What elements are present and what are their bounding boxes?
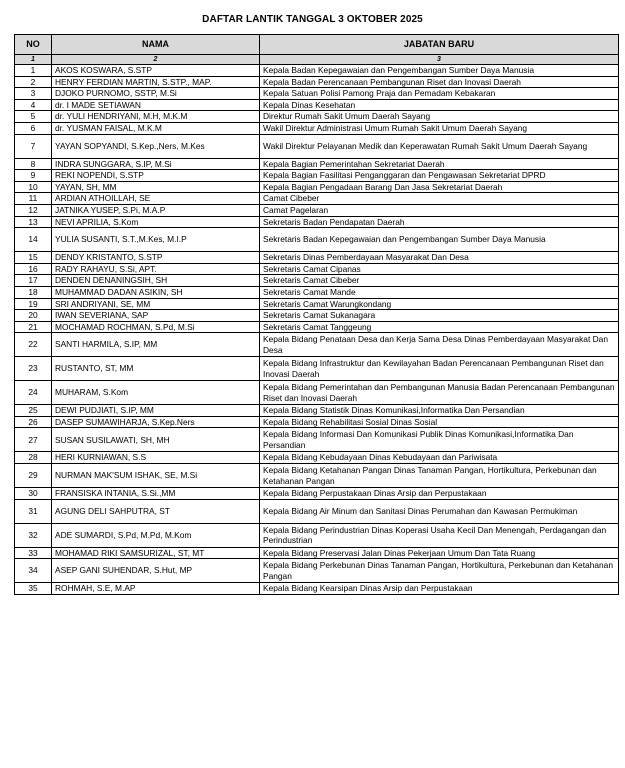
cell-no: 19 [15, 298, 52, 310]
cell-nama: ASEP GANI SUHENDAR, S.Hut, MP [52, 559, 260, 583]
table-row [15, 111, 619, 123]
cell-no: 18 [15, 286, 52, 298]
cell-no: 6 [15, 122, 52, 134]
cell-jabatan: Wakil Direktur Pelayanan Medik dan Keperawatan Rumah Sakit Umum Daerah Sayang [260, 134, 619, 158]
table-row [15, 416, 619, 428]
table-row [15, 523, 619, 547]
cell-nama: SANTI HARMILA, S.IP, MM [52, 333, 260, 357]
cell-nama: ARDIAN ATHOILLAH, SE [52, 193, 260, 205]
cell-no: 28 [15, 452, 52, 464]
cell-no: 33 [15, 547, 52, 559]
cell-jabatan: Kepala Bidang Perkebunan Dinas Tanaman Pangan, Hortikultura, Perkebunan dan Ketahanan Pangan [260, 559, 619, 583]
table-row [15, 488, 619, 500]
cell-nama: IWAN SEVERIANA, SAP [52, 310, 260, 322]
cell-no: 3 [15, 88, 52, 100]
cell-nama: MUHAMMAD DADAN ASIKIN, SH [52, 286, 260, 298]
table-header-row [15, 35, 619, 55]
table-row [15, 464, 619, 488]
cell-nama: MUHARAM, S.Kom [52, 381, 260, 405]
cell-no: 4 [15, 99, 52, 111]
cell-jabatan: Kepala Bidang Rehabilitasi Sosial Dinas Sosial [260, 416, 619, 428]
cell-no: 29 [15, 464, 52, 488]
cell-nama: YAYAN, SH, MM [52, 181, 260, 193]
table-row [15, 357, 619, 381]
column-index-row [15, 55, 619, 65]
cell-nama: dr. YULI HENDRIYANI, M.H, M.K.M [52, 111, 260, 123]
cell-no: 27 [15, 428, 52, 452]
cell-no: 13 [15, 216, 52, 228]
cell-nama: DEWI PUDJIATI, S.IP, MM [52, 405, 260, 417]
cell-jabatan: Sekretaris Camat Sukanagara [260, 310, 619, 322]
cell-no: 16 [15, 263, 52, 275]
table-row [15, 559, 619, 583]
cell-no: 2 [15, 76, 52, 88]
table-row [15, 583, 619, 595]
cell-jabatan: Kepala Bagian Fasilitasi Penganggaran dan Pengawasan Sekretariat DPRD [260, 170, 619, 182]
cell-nama: AKOS KOSWARA, S.STP [52, 65, 260, 77]
cell-nama: HENRY FERDIAN MARTIN, S.STP., MAP. [52, 76, 260, 88]
cell-no: 26 [15, 416, 52, 428]
document-title: DAFTAR LANTIK TANGGAL 3 OKTOBER 2025 [202, 14, 423, 25]
cell-nama: ADE SUMARDI, S.Pd, M.Pd, M.Kom [52, 523, 260, 547]
cell-no: 9 [15, 170, 52, 182]
cell-jabatan: Sekretaris Camat Cibeber [260, 275, 619, 287]
table-body [15, 65, 619, 595]
cell-jabatan: Kepala Dinas Kesehatan [260, 99, 619, 111]
cell-nama: NURMAN MAK'SUM ISHAK, SE, M.Si [52, 464, 260, 488]
cell-no: 5 [15, 111, 52, 123]
cell-no: 7 [15, 134, 52, 158]
header-nama: NAMA [52, 35, 260, 55]
table-row [15, 134, 619, 158]
cell-jabatan: Sekretaris Dinas Pemberdayaan Masyarakat Dan Desa [260, 252, 619, 264]
table-row [15, 310, 619, 322]
cell-jabatan: Sekretaris Camat Cipanas [260, 263, 619, 275]
cell-no: 21 [15, 321, 52, 333]
cell-nama: ROHMAH, S.E, M.AP [52, 583, 260, 595]
cell-jabatan: Kepala Bidang Air Minum dan Sanitasi Dinas Perumahan dan Kawasan Permukiman [260, 499, 619, 523]
table-row [15, 547, 619, 559]
cell-jabatan: Kepala Bidang Statistik Dinas Komunikasi,Informatika Dan Persandian [260, 405, 619, 417]
table-row [15, 65, 619, 77]
cell-jabatan: Sekretaris Badan Kepegawaian dan Pengembangan Sumber Daya Manusia [260, 228, 619, 252]
cell-nama: INDRA SUNGGARA, S.IP, M.Si [52, 158, 260, 170]
table-row [15, 263, 619, 275]
cell-nama: MOCHAMAD ROCHMAN, S.Pd, M.Si [52, 321, 260, 333]
cell-nama: DJOKO PURNOMO, SSTP, M.Si [52, 88, 260, 100]
cell-jabatan: Wakil Direktur Administrasi Umum Rumah Sakit Umum Daerah Sayang [260, 122, 619, 134]
table-row [15, 170, 619, 182]
cell-nama: dr. I MADE SETIAWAN [52, 99, 260, 111]
cell-no: 8 [15, 158, 52, 170]
cell-no: 10 [15, 181, 52, 193]
table-row [15, 88, 619, 100]
column-index-2: 2 [52, 55, 260, 65]
cell-jabatan: Camat Pagelaran [260, 204, 619, 216]
table-row [15, 228, 619, 252]
cell-nama: REKI NOPENDI, S.STP [52, 170, 260, 182]
cell-no: 32 [15, 523, 52, 547]
cell-no: 1 [15, 65, 52, 77]
cell-jabatan: Kepala Bidang Perpustakaan Dinas Arsip dan Perpustakaan [260, 488, 619, 500]
table-row [15, 193, 619, 205]
table-row [15, 76, 619, 88]
table-row [15, 216, 619, 228]
cell-no: 11 [15, 193, 52, 205]
cell-nama: dr. YUSMAN FAISAL, M.K.M [52, 122, 260, 134]
cell-jabatan: Kepala Bidang Kebudayaan Dinas Kebudayaan dan Pariwisata [260, 452, 619, 464]
cell-jabatan: Sekretaris Camat Warungkondang [260, 298, 619, 310]
cell-jabatan: Direktur Rumah Sakit Umum Daerah Sayang [260, 111, 619, 123]
table-row [15, 321, 619, 333]
table-row [15, 252, 619, 264]
cell-nama: JATNIKA YUSEP, S.Pi, M.A.P [52, 204, 260, 216]
cell-nama: NEVI APRILIA, S.Kom [52, 216, 260, 228]
table-row [15, 158, 619, 170]
cell-no: 24 [15, 381, 52, 405]
cell-nama: AGUNG DELI SAHPUTRA, ST [52, 499, 260, 523]
cell-nama: DASEP SUMAWIHARJA, S.Kep.Ners [52, 416, 260, 428]
cell-nama: MOHAMAD RIKI SAMSURIZAL, ST, MT [52, 547, 260, 559]
cell-jabatan: Sekretaris Camat Tanggeung [260, 321, 619, 333]
cell-no: 25 [15, 405, 52, 417]
appointment-table [14, 34, 619, 595]
table-row [15, 499, 619, 523]
column-index-3: 3 [260, 55, 619, 65]
cell-no: 23 [15, 357, 52, 381]
cell-jabatan: Kepala Bidang Informasi Dan Komunikasi Publik Dinas Komunikasi,Informatika Dan Persandian [260, 428, 619, 452]
table-row [15, 405, 619, 417]
cell-jabatan: Kepala Badan Kepegawaian dan Pengembangan Sumber Daya Manusia [260, 65, 619, 77]
cell-jabatan: Kepala Bidang Kearsipan Dinas Arsip dan Perpustakaan [260, 583, 619, 595]
table-row [15, 286, 619, 298]
cell-jabatan: Sekretaris Camat Mande [260, 286, 619, 298]
cell-nama: FRANSISKA INTANIA, S.Si.,MM [52, 488, 260, 500]
cell-jabatan: Sekretaris Badan Pendapatan Daerah [260, 216, 619, 228]
cell-jabatan: Kepala Bidang Preservasi Jalan Dinas Pekerjaan Umum Dan Tata Ruang [260, 547, 619, 559]
column-index-1: 1 [15, 55, 52, 65]
table-row [15, 181, 619, 193]
cell-nama: DENDY KRISTANTO, S.STP [52, 252, 260, 264]
table-row [15, 333, 619, 357]
cell-nama: SUSAN SUSILAWATI, SH, MH [52, 428, 260, 452]
cell-jabatan: Kepala Bidang Infrastruktur dan Kewilayahan Badan Perencanaan Pembangunan Riset dan Inovasi Daerah [260, 357, 619, 381]
cell-no: 22 [15, 333, 52, 357]
header-jabatan: JABATAN BARU [260, 35, 619, 55]
cell-nama: HERI KURNIAWAN, S.S [52, 452, 260, 464]
table-row [15, 122, 619, 134]
table-row [15, 275, 619, 287]
table-row [15, 298, 619, 310]
table-row [15, 452, 619, 464]
cell-jabatan: Kepala Bagian Pengadaan Barang Dan Jasa Sekretariat Daerah [260, 181, 619, 193]
cell-jabatan: Kepala Bidang Penataan Desa dan Kerja Sama Desa Dinas Pemberdayaan Masyarakat Dan Desa [260, 333, 619, 357]
header-no: NO [15, 35, 52, 55]
cell-nama: RUSTANTO, ST, MM [52, 357, 260, 381]
cell-no: 31 [15, 499, 52, 523]
cell-jabatan: Kepala Bidang Pemerintahan dan Pembangunan Manusia Badan Perencanaan Pembangunan Riset dan Inovasi Daerah [260, 381, 619, 405]
cell-no: 14 [15, 228, 52, 252]
cell-no: 35 [15, 583, 52, 595]
cell-jabatan: Kepala Badan Perencanaan Pembangunan Riset dan Inovasi Daerah [260, 76, 619, 88]
cell-no: 30 [15, 488, 52, 500]
table-row [15, 204, 619, 216]
cell-no: 15 [15, 252, 52, 264]
cell-nama: YULIA SUSANTI, S.T.,M.Kes, M.I.P [52, 228, 260, 252]
cell-nama: DENDEN DENANINGSIH, SH [52, 275, 260, 287]
table-row [15, 99, 619, 111]
cell-no: 20 [15, 310, 52, 322]
table-row [15, 428, 619, 452]
cell-nama: SRI ANDRIYANI, SE, MM [52, 298, 260, 310]
cell-no: 34 [15, 559, 52, 583]
cell-nama: YAYAN SOPYANDI, S.Kep.,Ners, M.Kes [52, 134, 260, 158]
cell-no: 12 [15, 204, 52, 216]
cell-jabatan: Kepala Bidang Ketahanan Pangan Dinas Tanaman Pangan, Hortikultura, Perkebunan dan Ketahanan Pangan [260, 464, 619, 488]
cell-jabatan: Camat Cibeber [260, 193, 619, 205]
cell-jabatan: Kepala Bagian Pemerintahan Sekretariat Daerah [260, 158, 619, 170]
cell-nama: RADY RAHAYU, S.Si, APT. [52, 263, 260, 275]
cell-no: 17 [15, 275, 52, 287]
table-row [15, 381, 619, 405]
cell-jabatan: Kepala Bidang Perindustrian Dinas Koperasi Usaha Kecil Dan Menengah, Perdagangan dan Perindustrian [260, 523, 619, 547]
cell-jabatan: Kepala Satuan Polisi Pamong Praja dan Pemadam Kebakaran [260, 88, 619, 100]
